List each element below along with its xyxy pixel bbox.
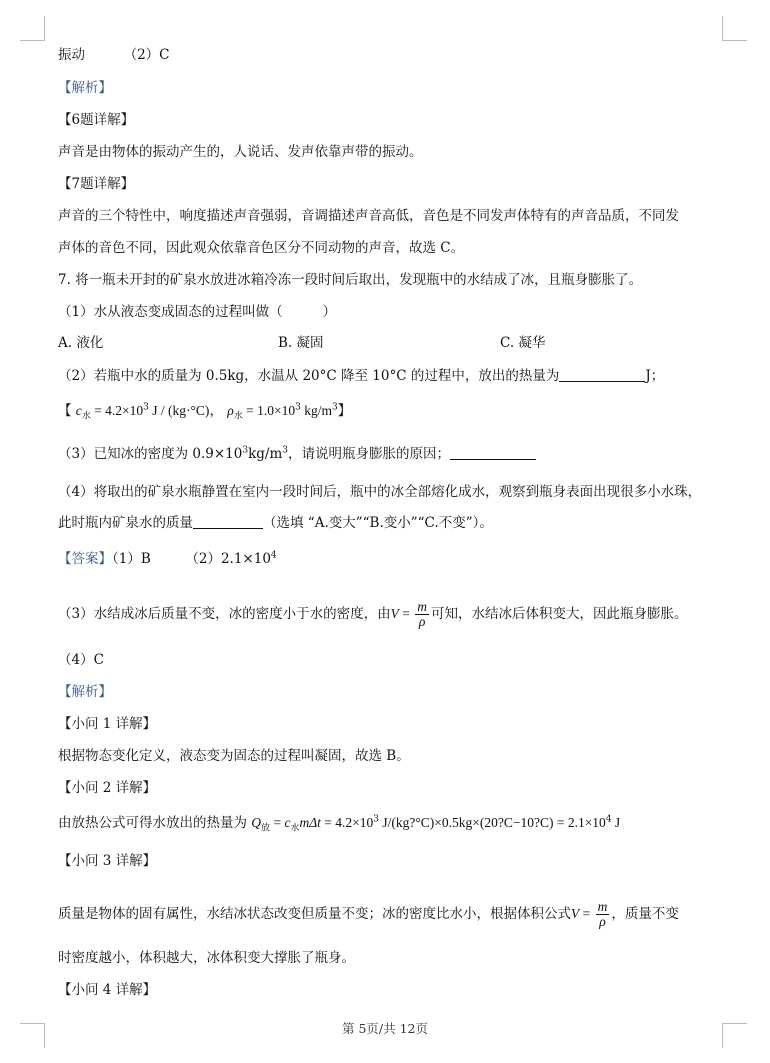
subscript-water-2: 水 xyxy=(290,823,300,834)
question-3-text: （3）已知冰的密度为 0.9×10 xyxy=(58,446,243,462)
subq3-explanation-line1 xyxy=(58,900,679,929)
heading-subq4: 【小问 4 详解】 xyxy=(58,982,157,998)
text-vibration: 振动 xyxy=(58,47,85,63)
option-a: A. 液化 xyxy=(58,335,104,351)
bracket-close: 】 xyxy=(337,403,352,419)
heading-q6-detail: 【6题详解】 xyxy=(58,112,135,128)
question-2-unit: J； xyxy=(645,368,665,384)
heading-subq2: 【小问 2 详解】 xyxy=(58,780,157,796)
question-1-text: （1）水从液态变成固态的过程叫做（ xyxy=(58,304,283,320)
option-b: B. 凝固 xyxy=(278,335,324,351)
calc-part-2: J/(kg?°C)×0.5kg×(20?C−10?C) = 2.1×10 xyxy=(378,815,606,830)
ice-density-exponent: 3 xyxy=(242,445,249,456)
equals-2: = xyxy=(270,815,285,830)
subq3-explanation-line2: 时密度越小，体积越大，冰体积变大撑胀了瓶身。 xyxy=(58,950,355,966)
answer-3 xyxy=(58,600,687,629)
q7-explanation-line1: 声音的三个特性中，响度描述声音强弱，音调描述声音高低，音色是不同发声体特有的声音品质，不同发 xyxy=(58,208,679,224)
fraction-m-over-rho: $\frac{m}{\rho}$ xyxy=(417,599,427,629)
problem-7-stem: 7. 将一瓶未开封的矿泉水放进冰箱冷冻一段时间后取出，发现瓶中的水结成了冰，且瓶身膨胀了。 xyxy=(58,272,643,288)
answer-2: （2）2.1×10 xyxy=(185,551,271,567)
answer-blank-mass xyxy=(193,514,263,529)
q6-explanation: 声音是由物体的振动产生的，人说话、发声依靠声带的振动。 xyxy=(58,144,423,160)
answer-2-exponent: 4 xyxy=(270,550,277,561)
answer-4: （4）C xyxy=(58,652,104,668)
bracket-open: 【 xyxy=(58,403,72,419)
symbol-rho: ρ xyxy=(227,403,234,418)
symbol-v-2: V xyxy=(571,906,580,921)
ice-density-unit-exponent: 3 xyxy=(282,445,288,456)
heading-subq1: 【小问 1 详解】 xyxy=(58,716,157,732)
corner-mark-top-left xyxy=(20,16,45,41)
corner-mark-top-right xyxy=(722,16,747,41)
answer-part-2: （2）C xyxy=(123,47,170,63)
problem-7-question-1 xyxy=(58,302,336,322)
question-4-text: 此时瓶内矿泉水的质量 xyxy=(58,515,193,531)
subq3-text: 质量是物体的固有属性，水结冰状态改变但质量不变；冰的密度比水小，根据体积公式 xyxy=(58,906,571,922)
rho-unit: kg/m xyxy=(300,403,332,418)
option-c: C. 凝华 xyxy=(500,335,546,351)
c-value: = 4.2×10 xyxy=(90,403,144,418)
question-3-prompt: ，请说明瓶身膨胀的原因； xyxy=(287,446,450,462)
given-constants xyxy=(58,401,351,421)
problem-7-question-4-line2 xyxy=(58,513,493,533)
equals-3: = xyxy=(579,906,594,921)
subscript-water-rho: 水 xyxy=(233,411,243,422)
symbol-m-delta-t: mΔt xyxy=(299,815,321,830)
calc-exponent-2: 4 xyxy=(605,814,612,825)
calc-unit: J xyxy=(611,815,621,830)
problem-7-question-3 xyxy=(58,444,536,464)
answer-blank-reason xyxy=(450,445,536,460)
rho-unit-exponent: 3 xyxy=(331,402,338,413)
heading-subq3: 【小问 3 详解】 xyxy=(58,853,157,869)
answer-3-conclusion: 可知，水结冰后体积变大，因此瓶身膨胀。 xyxy=(430,606,688,622)
calc-part-1: = 4.2×10 xyxy=(320,815,374,830)
symbol-c: c xyxy=(75,403,82,418)
problem-7-question-4-line1: （4）将取出的矿泉水瓶静置在室内一段时间后，瓶中的冰全部熔化成水，观察到瓶身表面出现很多小水珠， xyxy=(58,484,702,500)
question-4-choices: （选填 “A.变大”“B.变小”“C.不变”）。 xyxy=(263,515,493,531)
rho-value: = 1.0×10 xyxy=(242,403,296,418)
answer-blank-heat xyxy=(559,367,645,382)
answer-line xyxy=(58,549,277,569)
section-heading-analysis: 【解析】 xyxy=(58,80,112,96)
fraction-m-over-rho-2: $\frac{m}{\rho}$ xyxy=(597,899,608,929)
section-heading-analysis-2: 【解析】 xyxy=(58,684,112,700)
answer-line-vibration xyxy=(58,45,170,65)
page-footer: 第 5页/共 12页 xyxy=(341,1021,429,1036)
equals: = xyxy=(398,606,414,621)
q7-explanation-line2: 声体的音色不同，因此观众依靠音色区分不同动物的声音，故选 C。 xyxy=(58,240,465,256)
answer-label: 【答案】 xyxy=(58,551,112,567)
subq3-text-end: ，质量不变 xyxy=(611,906,679,922)
question-2-text: （2）若瓶中水的质量为 0.5kg，水温从 20°C 降至 10°C 的过程中，放出的热量为 xyxy=(58,368,560,384)
question-1-paren-close: ） xyxy=(322,304,337,320)
ice-density-unit: kg/m xyxy=(248,446,283,462)
symbol-c-2: c xyxy=(284,815,291,830)
symbol-q: Q xyxy=(251,815,262,830)
answer-3-text: （3）水结成冰后质量不变，冰的密度小于水的密度，由 xyxy=(58,606,391,622)
c-unit: J / (kg·°C) xyxy=(148,403,210,418)
problem-7-question-2 xyxy=(58,366,664,386)
subq2-text: 由放热公式可得水放出的热量为 xyxy=(58,815,252,831)
rho-exponent: 3 xyxy=(295,402,301,413)
subscript-release: 放 xyxy=(261,823,271,834)
subscript-water: 水 xyxy=(81,411,91,422)
heading-q7-detail: 【7题详解】 xyxy=(58,176,135,192)
calc-exponent-1: 3 xyxy=(373,814,379,825)
answer-1: （1）B xyxy=(112,551,151,567)
subq1-explanation: 根据物态变化定义，液态变为固态的过程叫凝固，故选 B。 xyxy=(58,748,410,764)
c-exponent: 3 xyxy=(143,402,149,413)
separator: ， xyxy=(209,403,223,419)
subq2-explanation xyxy=(58,813,620,833)
symbol-v: V xyxy=(390,606,399,621)
